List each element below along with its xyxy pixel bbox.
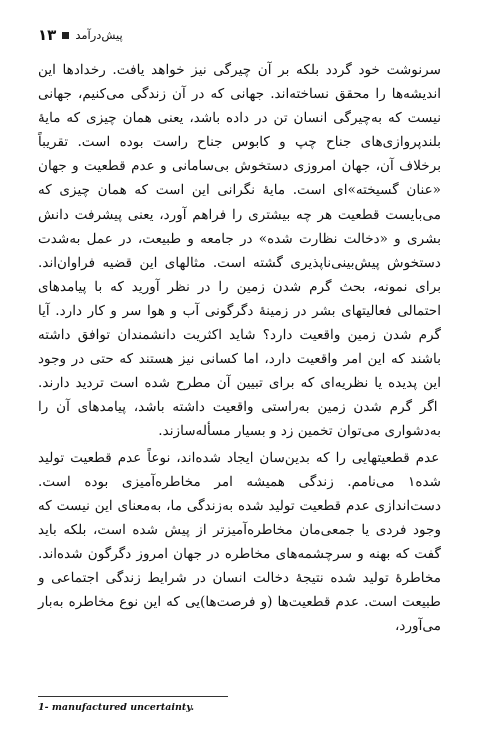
- text-line: داشته باشند که این امر واقعیت دارد، اما کسانی نیز هستند که حتی در: [38, 327, 441, 368]
- text-line: عدم قطعیت‌ها (و فرصت‌ها)یی که این نوع مخاطره به‌بار می‌آورد،: [38, 594, 441, 635]
- text-line: پیامدهای احتمالی فعالیتهای بشر در زمینهٔ دگرگونی آب و هوا سر و کار: [38, 278, 441, 319]
- text-line: فراوان‌اند. برای نمونه، بحث گرم شدن زمین را در نظر آورید که با: [38, 254, 441, 295]
- text-line: رخدادها این اندیشه‌ها را محقق نساخته‌اند. جهانی که در آن زندگی: [38, 62, 442, 103]
- body-text: [38, 58, 441, 638]
- text-line: عدم قطعیتهایی را که بدین‌سان ایجاد شده‌اند، نوعاً عدم قطعیت تولید: [38, 449, 440, 466]
- text-line: سرنوشت خود گردد بلکه بر آن چیرگی نیز خواهد یافت.: [105, 62, 441, 78]
- paragraph-1: [38, 58, 441, 444]
- text-line: چیزی که مایهٔ بلندپروازی‌های جناح چپ و کابوس جناح راست بوده: [38, 110, 441, 151]
- text-line: شده نتیجهٔ دخالت انسان در شرایط زندگی اجتماعی و طبیعت است.: [38, 569, 441, 611]
- text-line: وجود این پدیده یا نظریه‌ای که برای تبیین آن مطرح شده است تردید: [38, 351, 441, 392]
- text-line: به‌دشواری می‌توان تخمین زد و بسیار مسأله‌سازند.: [158, 423, 441, 440]
- text-line: به‌شدت دستخوش پیش‌بینی‌ناپذیری گشته است. مثالهای این قضیه: [38, 230, 441, 271]
- running-head: [38, 26, 441, 44]
- text-line: دانش بشری و «دخالت نظارت شده» در جامعه و طبیعت، در عمل: [38, 206, 441, 247]
- text-line: قطعیت و جهان «عنان گسیخته»ای است. مایهٔ نگرانی این است که همان: [38, 158, 441, 199]
- text-line: چیزی که می‌بایست قطعیت هر چه بیشتری را فراهم آورد، یعنی پیشرفت: [38, 182, 441, 223]
- footnote-divider: [38, 696, 228, 697]
- text-line: عدم قطعیت تولید شده به‌زندگی ما، به‌معنای این نیست که وجود فردی یا: [38, 497, 442, 538]
- text-line: جمعی‌مان مخاطره‌آمیزتر از پیش شده است، بلکه باید گفت که بهنه و: [38, 521, 441, 562]
- text-line: شده۱ می‌نامم. زندگی همیشه امر مخاطره‌آمیزی بوده است. دست‌اندازی: [38, 473, 441, 514]
- paragraph-2: [38, 446, 441, 639]
- text-line: دارد. آیا گرم شدن زمین واقعیت دارد؟ شاید اکثریت دانشمندان توافق: [38, 302, 441, 344]
- page-number: ۱۳: [38, 26, 57, 44]
- chapter-title: پیش‌درآمد: [75, 28, 123, 42]
- footnote: 1- manufactured uncertainty.: [38, 702, 195, 713]
- text-line: است. تقریباً برخلاف آن، جهان امروزی دستخوش بی‌سامانی و عدم: [38, 134, 441, 175]
- square-ornament-icon: [62, 32, 69, 39]
- text-line: دارند. اگر گرم شدن زمین به‌راستی واقعیت داشته باشد، پیامدهای آن را: [38, 375, 438, 416]
- text-line: می‌کنیم، جهانی نیست که به‌چیرگی انسان تن در داده باشد، یعنی همان: [38, 86, 441, 127]
- text-line: سرچشمه‌های مخاطره در جهان امروز دگرگون شده‌اند. مخاطرهٔ تولید: [38, 545, 441, 586]
